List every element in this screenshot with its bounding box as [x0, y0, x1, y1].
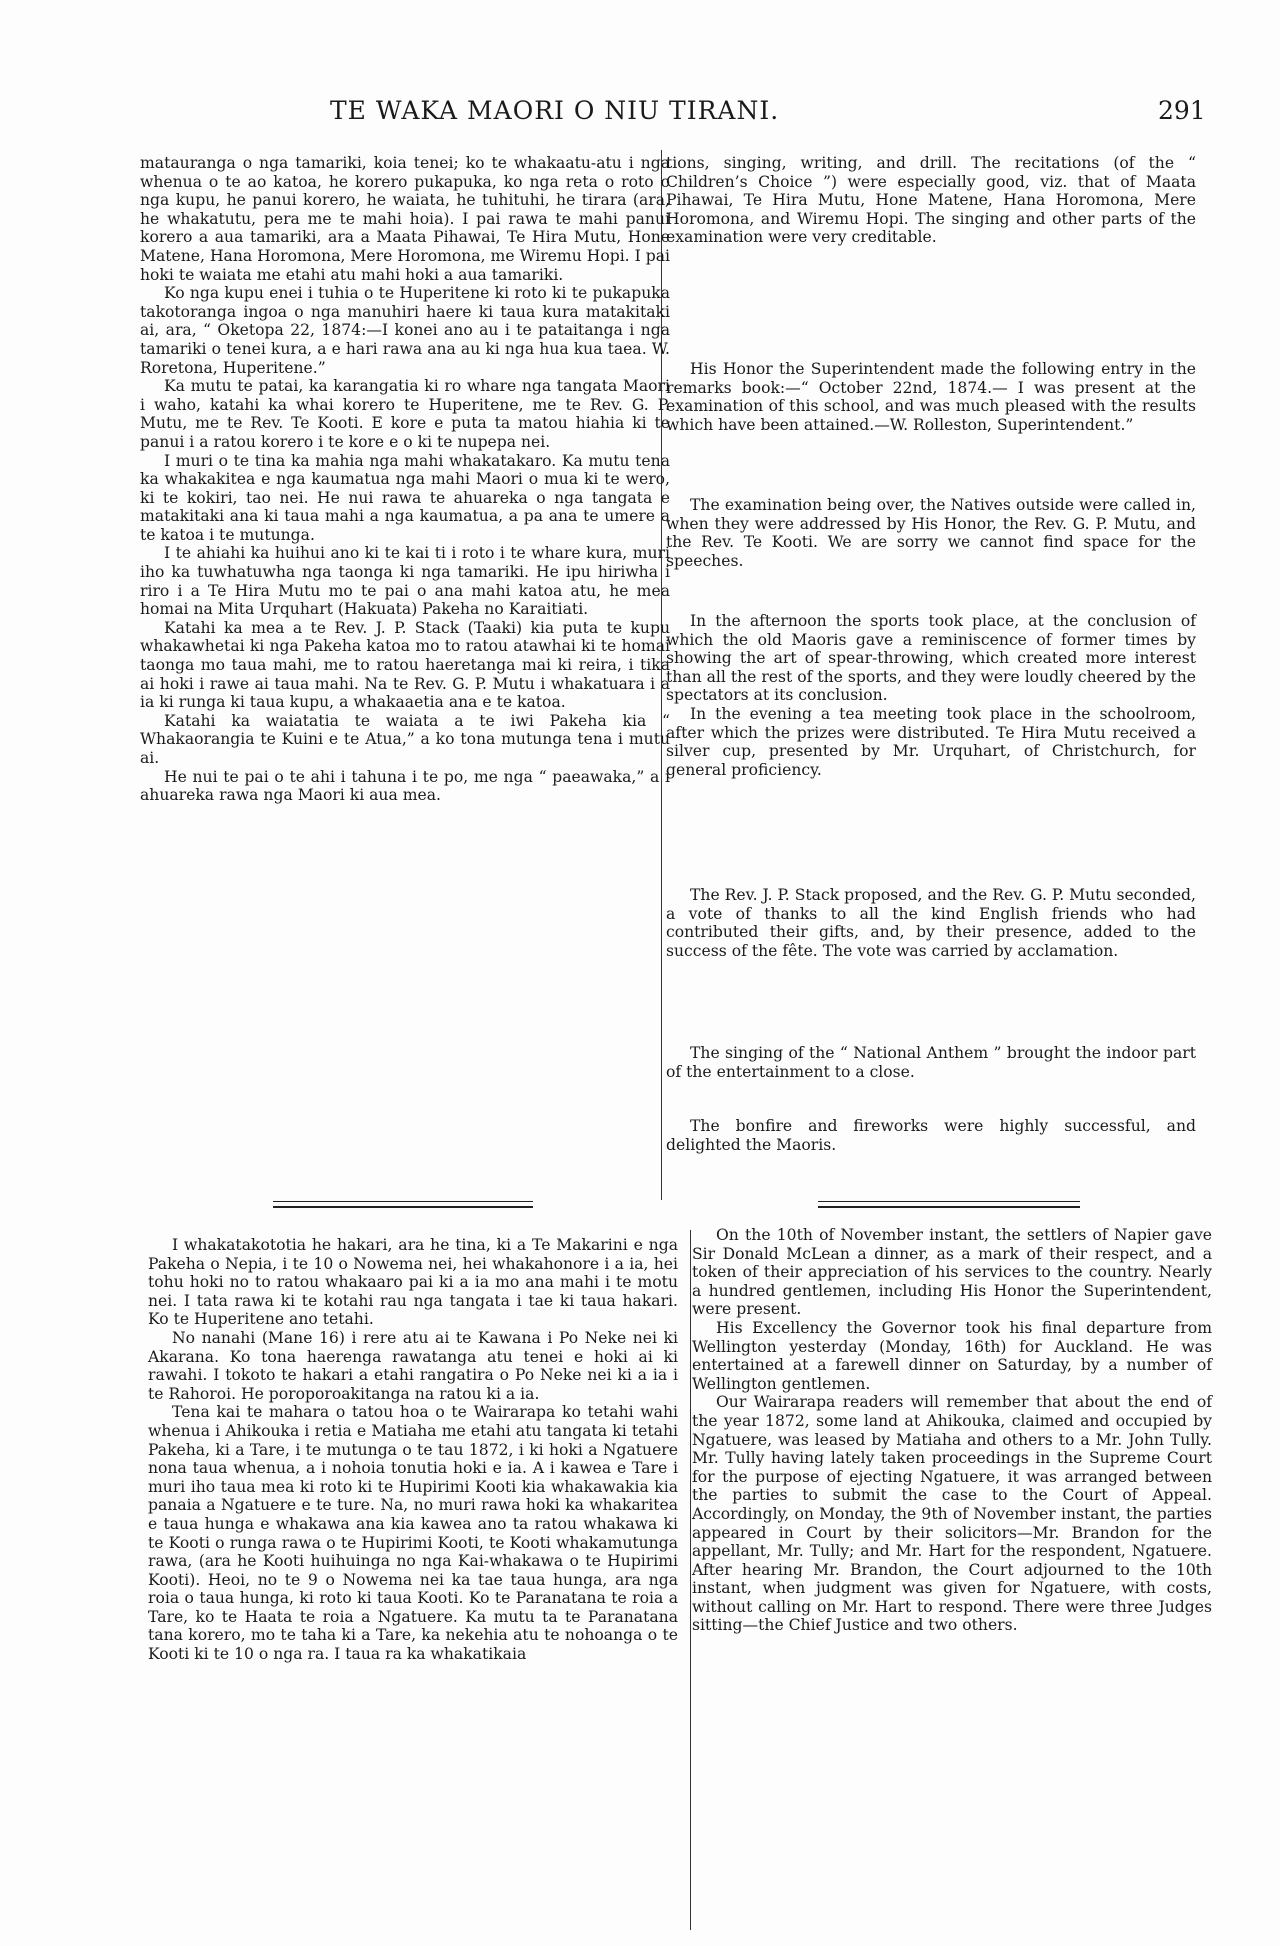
paragraph: The singing of the “ National Anthem ” brought the indoor part of the entertainment to a close.: [666, 1044, 1196, 1081]
paragraph: The Rev. J. P. Stack proposed, and the Rev. G. P. Mutu seconded, a vote of thanks to all the kind English friends who had contributed their gifts, and, by their presence, added to the success of the fête. The vote was carried by acclamation.: [666, 886, 1196, 960]
page-number: 291: [1158, 96, 1206, 125]
section-rule: [818, 1201, 1080, 1208]
paragraph: His Honor the Superintendent made the following entry in the remarks book:—“ October 22nd, 1874.— I was present at the examination of this school, and was much pleased with the results which have been attained.—W. Rolleston, Superintendent.”: [666, 360, 1196, 434]
page-header-title: TE WAKA MAORI O NIU TIRANI.: [330, 96, 780, 125]
right-block: [666, 1117, 1196, 1154]
paragraph: Tena kai te mahara o tatou hoa o te Wairarapa ko tetahi wahi whenua i Ahikouka i retia e Matiaha me etahi atu tangata ki tetahi Pakeha, ki a Tare, i te mutunga o te tau 1872, i ki hoki a Ngatuere nona taua whenua, a i nohoia tonutia hoki e ia. A i kawea e Tare i muri iho taua mea ki roto ki te Hupirimi Kooti kia whakawakia kia panaia a Ngatuere e te ture. Na, no muri rawa hoki ka whakaritea e taua hunga e whakawa ana kia kawea ano ta ratou whakawa ki te Kooti o runga rawa o te Hupirimi Kooti, te Kooti whakamutunga rawa, (ara he Kooti huihuinga no nga Kai-whakawa o te Hupirimi Kooti). Heoi, no te 9 o Nowema nei ka tae taua hunga, ara nga roia o taua hunga, ki roto ki taua Kooti. Ko te Paranatana te roia a Tare, ko te Haata te roia a Ngatuere. Ka mutu ta te Paranatana tana korero, mo te taha ki a Tare, ka nekehia atu te nohoanga o te Kooti ki te 10 o nga ra. I taua ra ka whakatikaia: [148, 1403, 678, 1664]
left-column-bottom: [148, 1236, 678, 1664]
right-block: [666, 360, 1196, 434]
paragraph: Katahi ka mea a te Rev. J. P. Stack (Taaki) kia puta te kupu whakawhetai ki nga Pakeha katoa mo to ratou atawhai ki te homai taonga mo taua mahi, me to ratou haeretanga mai ki reira, i tika ai hoki i rawe ai taua mahi. Na te Rev. G. P. Mutu i whakatuara i a ia ki runga ki taua kupu, a whakaaetia ana e te katoa.: [140, 618, 670, 712]
paragraph: Katahi ka waiatatia te waiata a te iwi Pakeha kia “ Whakaorangia te Kuini e te Atua,” a ko tona mutunga tena i mutu ai.: [140, 711, 670, 767]
paragraph: I muri o te tina ka mahia nga mahi whakatakaro. Ka mutu tena ka whakakitea e nga kaumatua nga mahi Maori o mua ki te wero, ki te kokiri, tao nei. He nui rawa te ahuareka o nga tangata e matakitaki ana ki taua mahi a nga kaumatua, a pa ana te umere a te katoa i te mutunga.: [140, 451, 670, 544]
paragraph: No nanahi (Mane 16) i rere atu ai te Kawana i Po Neke nei ki Akarana. Ko tona haerenga rawatanga atu tenei e hoki ai ki rawahi. I tokoto te hakari a etahi rangatira o Po Neke nei ki a ia i te Rahoroi. He poroporoakitanga na ratou ki a ia.: [148, 1328, 678, 1403]
column-divider: [690, 1230, 691, 1930]
paragraph: His Excellency the Governor took his final departure from Wellington yesterday (Monday, 16th) for Auckland. He was entertained at a farewell dinner on Saturday, by a number of Wellington gentlemen.: [692, 1318, 1212, 1393]
paragraph: In the evening a tea meeting took place in the schoolroom, after which the prizes were distributed. Te Hira Mutu received a silver cup, presented by Mr. Urquhart, of Christchurch, for general proficiency.: [666, 704, 1196, 779]
section-rule: [273, 1201, 533, 1208]
paragraph: tions, singing, writing, and drill. The recitations (of the “ Children’s Choice ”) were especially good, viz. that of Maata Pihawai, Te Hira Mutu, Hone Matene, Hana Horomona, Mere Horomona, and Wiremu Hopi. The singing and other parts of the examination were very creditable.: [666, 154, 1196, 247]
right-block: [666, 612, 1196, 779]
paragraph: I te ahiahi ka huihui ano ki te kai ti i roto i te whare kura, muri iho ka tuwhatuwha nga taonga ki nga tamariki. He ipu hiriwha i riro i a Te Hira Mutu mo te pai o ana mahi katoa atu, he mea homai na Mita Urquhart (Hakuata) Pakeha no Karaitiati.: [140, 544, 670, 619]
right-block: [666, 496, 1196, 570]
paragraph: Ko nga kupu enei i tuhia o te Huperitene ki roto ki te pukapuka takotoranga ingoa o nga manuhiri haere ki taua kura matakitaki ai, ara, “ Oketopa 22, 1874:—I konei ano au i te pataitanga i nga tamariki o tenei kura, a e hari rawa ana au ki nga hua kua taea. W. Roretona, Huperitene.”: [140, 284, 670, 377]
left-column-top: [140, 154, 670, 805]
paragraph: Ka mutu te patai, ka karangatia ki ro whare nga tangata Maori i waho, katahi ka whai korero te Huperitene, me te Rev. G. P. Mutu, me te Rev. Te Kooti. E kore e puta ta matou hiahia ki te panui i a ratou korero i te kore e o ki te nupepa nei.: [140, 377, 670, 451]
paragraph: The bonfire and fireworks were highly successful, and delighted the Maoris.: [666, 1117, 1196, 1154]
right-column-bottom: [692, 1226, 1212, 1635]
paragraph: Our Wairarapa readers will remember that about the end of the year 1872, some land at Ahikouka, claimed and occupied by Ngatuere, was leased by Matiaha and others to a Mr. John Tully. Mr. Tully having lately taken proceedings in the Supreme Court for the purpose of ejecting Ngatuere, it was arranged between the parties to submit the case to the Court of Appeal. Accordingly, on Monday, the 9th of November instant, the parties appeared in Court by their solicitors—Mr. Brandon for the appellant, Mr. Tully; and Mr. Hart for the respondent, Ngatuere. After hearing Mr. Brandon, the Court adjourned to the 10th instant, when judgment was given for Ngatuere, with costs, without calling on Mr. Hart to respond. There were three Judges sitting—the Chief Justice and two others.: [692, 1393, 1212, 1635]
paragraph: The examination being over, the Natives outside were called in, when they were addressed by His Honor, the Rev. G. P. Mutu, and the Rev. Te Kooti. We are sorry we cannot find space for the speeches.: [666, 496, 1196, 570]
paragraph: He nui te pai o te ahi i tahuna i te po, me nga “ paeawaka,” a i ahuareka rawa nga Maori ki aua mea.: [140, 767, 670, 805]
right-block: [666, 1044, 1196, 1081]
paragraph: In the afternoon the sports took place, at the conclusion of which the old Maoris gave a reminiscence of former times by showing the art of spear-throwing, which created more interest than all the rest of the sports, and they were loudly cheered by the spectators at its conclusion.: [666, 612, 1196, 705]
paragraph: On the 10th of November instant, the settlers of Napier gave Sir Donald McLean a dinner, as a mark of their respect, and a token of their appreciation of his services to the country. Nearly a hundred gentlemen, including His Honor the Superintendent, were present.: [692, 1226, 1212, 1319]
paragraph: I whakatakototia he hakari, ara he tina, ki a Te Makarini e nga Pakeha o Nepia, i te 10 o Nowema nei, hei whakahonore i a ia, hei tohu hoki no to ratou whakaaro pai ki a ia mo ana mahi i te motu nei. I tata rawa ki te kotahi rau nga tangata i tae ki taua hakari. Ko te Huperitene ano tetahi.: [148, 1236, 678, 1329]
right-block: [666, 886, 1196, 960]
right-block: [666, 154, 1196, 247]
paragraph: matauranga o nga tamariki, koia tenei; ko te whakaatu-atu i nga whenua o te ao katoa, he korero pukapuka, ko nga reta o roto o nga kupu, he panui korero, he waiata, he tuhituhi, he tirara (ara, he whakatutu, pera me te mahi hoia). I pai rawa te mahi panui korero a aua tamariki, ara a Maata Pihawai, Te Hira Mutu, Hone Matene, Hana Horomona, Mere Horomona, me Wiremu Hopi. I pai hoki te waiata me etahi atu mahi hoki a aua tamariki.: [140, 154, 670, 284]
